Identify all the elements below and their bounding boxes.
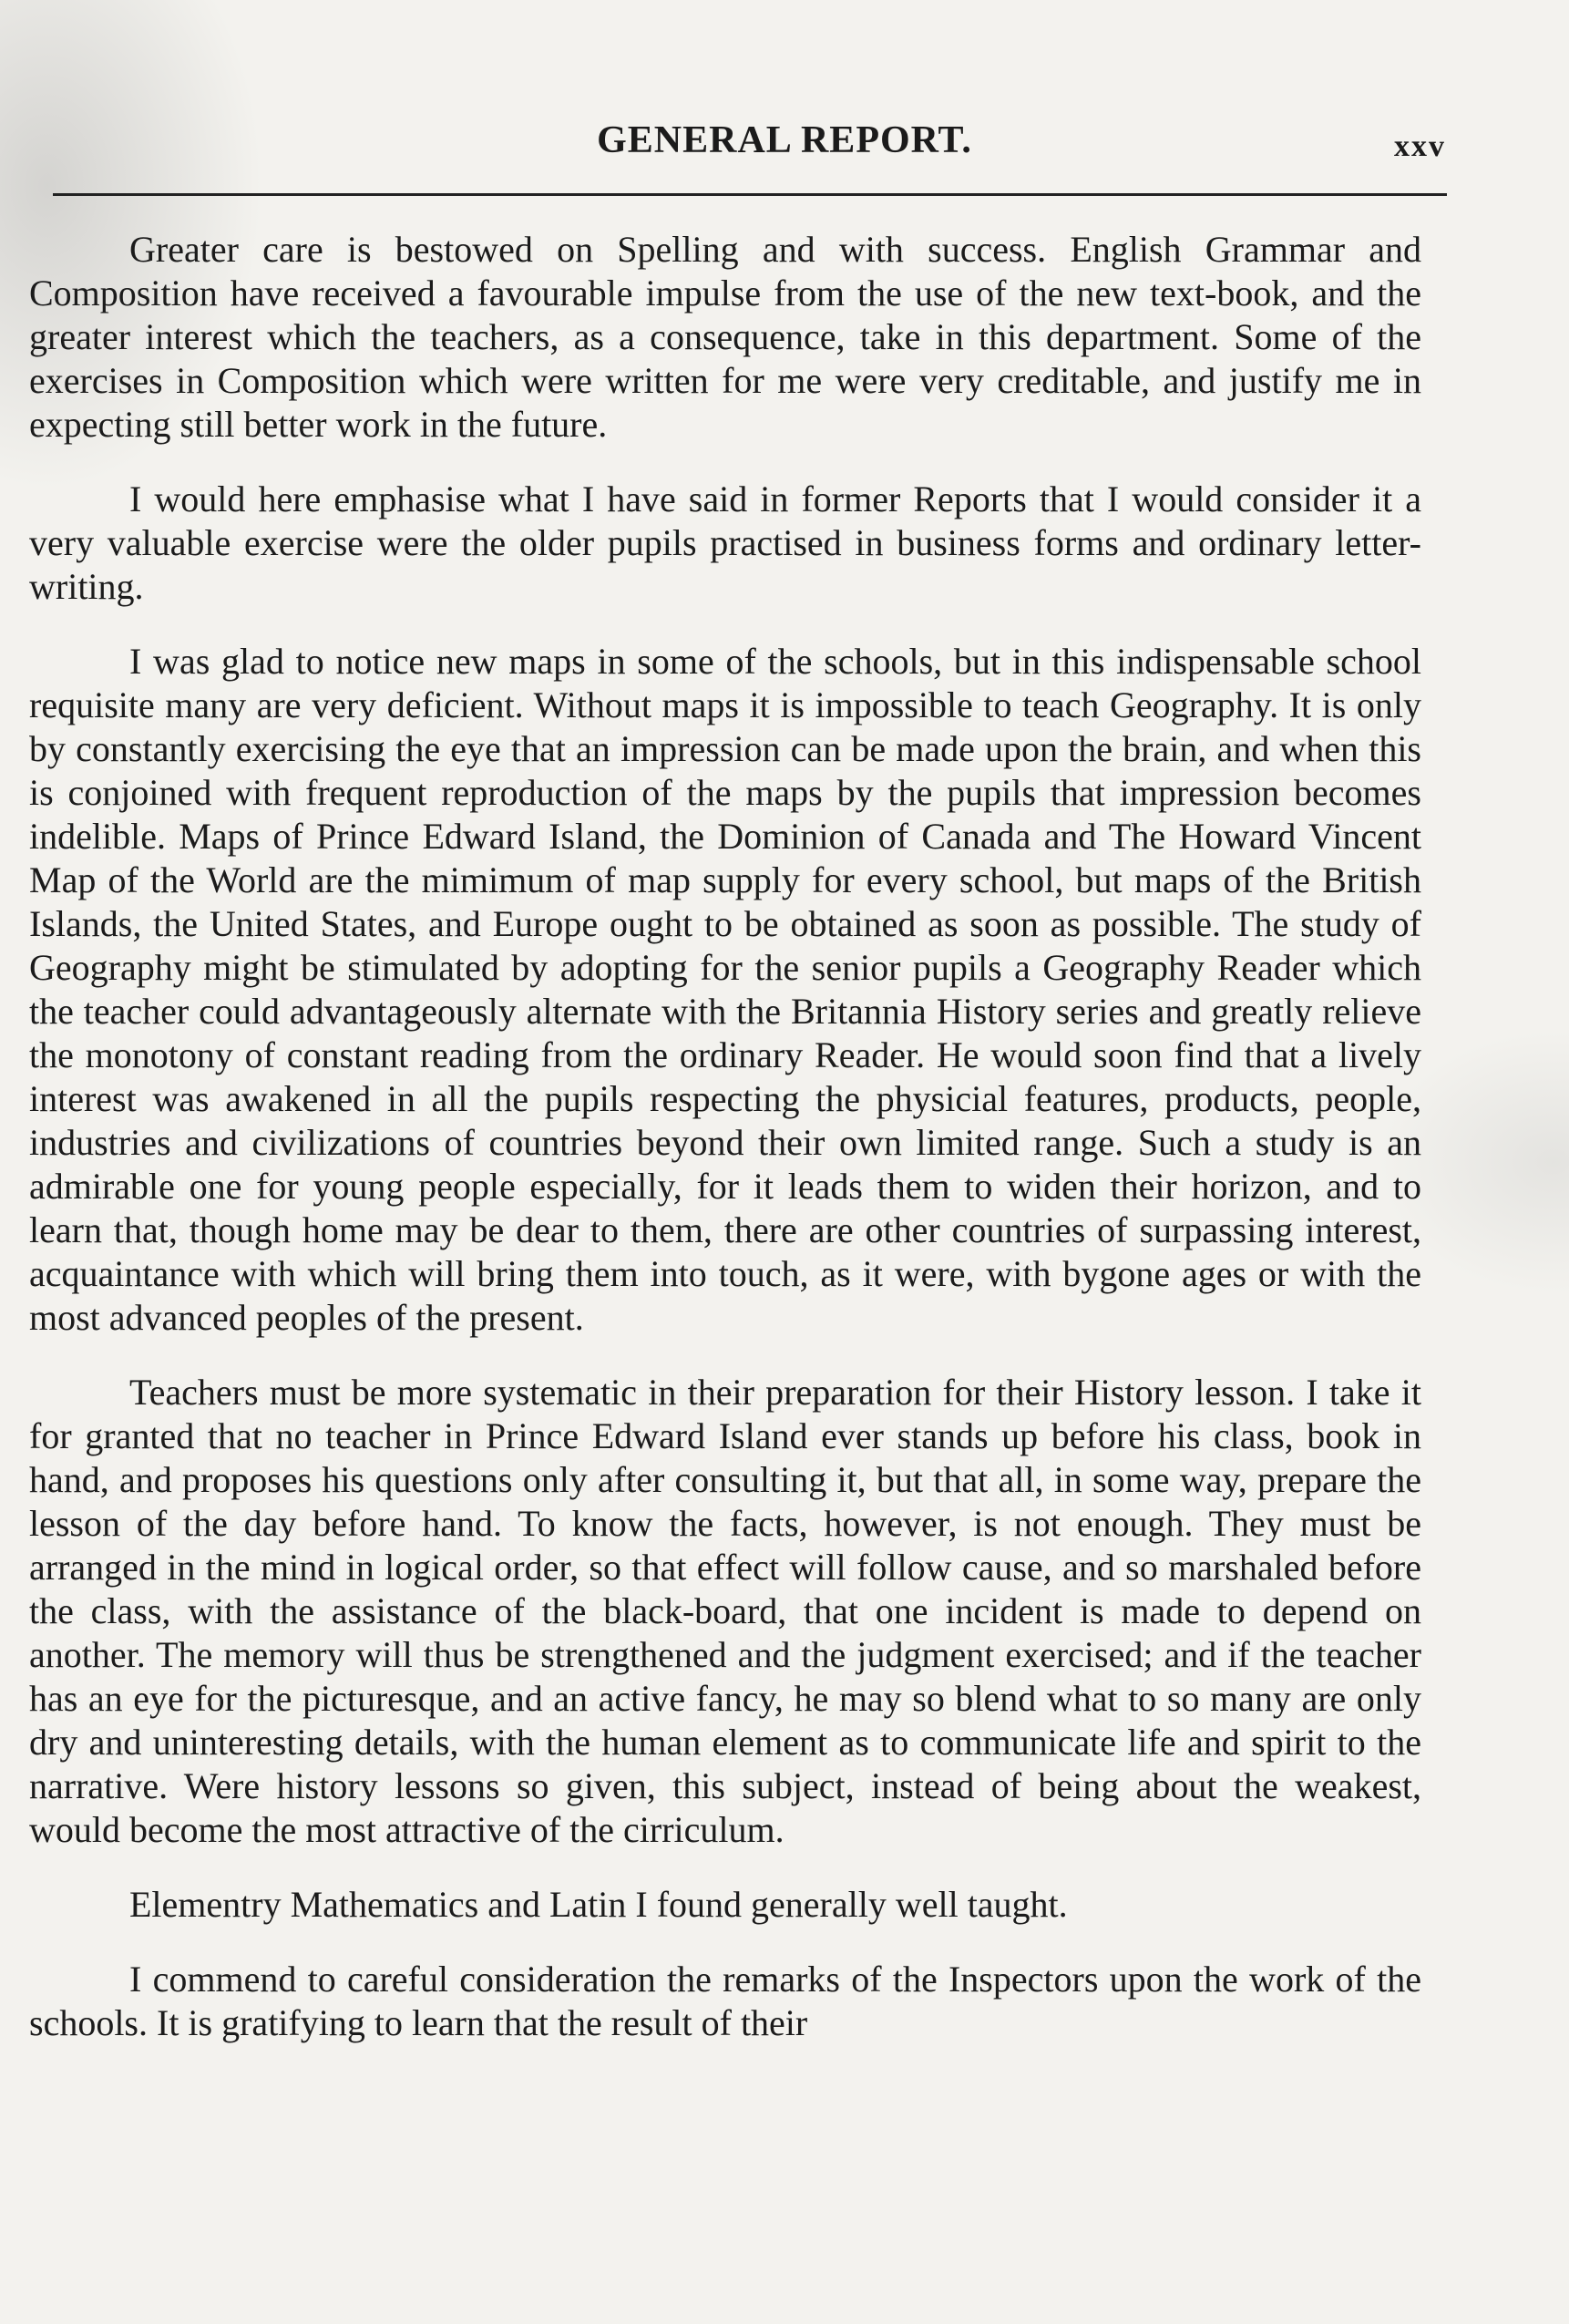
paragraph-spelling-grammar: Greater care is bestowed on Spelling and with success. English Grammar and Composition have received a favourable impulse from the use of the new text-book, and the greater interest which the teachers, as a consequence, take in this department. Some of the exercises in Composition which were written for me were very creditable, and justify me in expecting still better work in the future.	[29, 229, 1421, 445]
paragraph-mathematics-latin: Elementry Mathematics and Latin I found generally well taught.	[129, 1884, 1068, 1925]
running-title: GENERAL REPORT.	[597, 119, 972, 161]
paragraph-letter-writing: I would here emphasise what I have said in former Reports that I would consider it a very valuable exercise were the older pupils practised in business forms and ordinary letter-writing.	[29, 478, 1421, 607]
paragraph-inspectors-remarks: I commend to careful consideration the remarks of the Inspectors upon the work of the schools. It is gratifying to learn that the result of their	[29, 1959, 1421, 2043]
page-number: xxv	[1394, 129, 1446, 163]
paragraph-geography-maps: I was glad to notice new maps in some of the schools, but in this indispensable school requisite many are very deficient. Without maps it is impossible to teach Geography. It is only by constantly exercising the eye that an impression can be made upon the brain, and when this is conjoined with frequent reproduction of the maps by the pupils that impression becomes indelible. Maps of Prince Edward Island, the Dominion of Canada and The Howard Vincent Map of the World are the mimimum of map supply for every school, but maps of the British Islands, the United States, and Europe ought to be obtained as soon as possible. The study of Geography might be stimulated by adopting for the senior pupils a Geography Reader which the teacher could advantageously alternate with the Britannia History series and greatly relieve the monotony of constant reading from the ordinary Reader. He would soon find that a lively interest was awakened in all the pupils respecting the physicial features, products, people, industries and civilizations of countries beyond their own limited range. Such a study is an admirable one for young people especially, for it leads them to widen their horizon, and to learn that, though home may be dear to them, there are other countries of surpassing interest, acquaintance with which will bring them into touch, as it were, with bygone ages or with the most advanced peoples of the present.	[29, 641, 1421, 1338]
page-header	[0, 109, 1569, 182]
header-rule	[53, 193, 1447, 196]
body-text	[29, 228, 1421, 2045]
paragraph-history-lessons: Teachers must be more systematic in their preparation for their History lesson. I take it for granted that no teacher in Prince Edward Island ever stands up before his class, book in hand, and proposes his questions only after consulting it, but that all, in some way, prepare the lesson of the day before hand. To know the facts, however, is not enough. They must be arranged in the mind in logical order, so that effect will follow cause, and so marshaled before the class, with the assistance of the black-board, that one incident is made to depend on another. The memory will thus be strengthened and the judgment exercised; and if the teacher has an eye for the picturesque, and an active fancy, he may so blend what to so many are only dry and uninteresting details, with the human element as to communicate life and spirit to the narrative. Were history lessons so given, this subject, instead of being about the weakest, would become the most attractive of the cirriculum.	[29, 1372, 1421, 1850]
